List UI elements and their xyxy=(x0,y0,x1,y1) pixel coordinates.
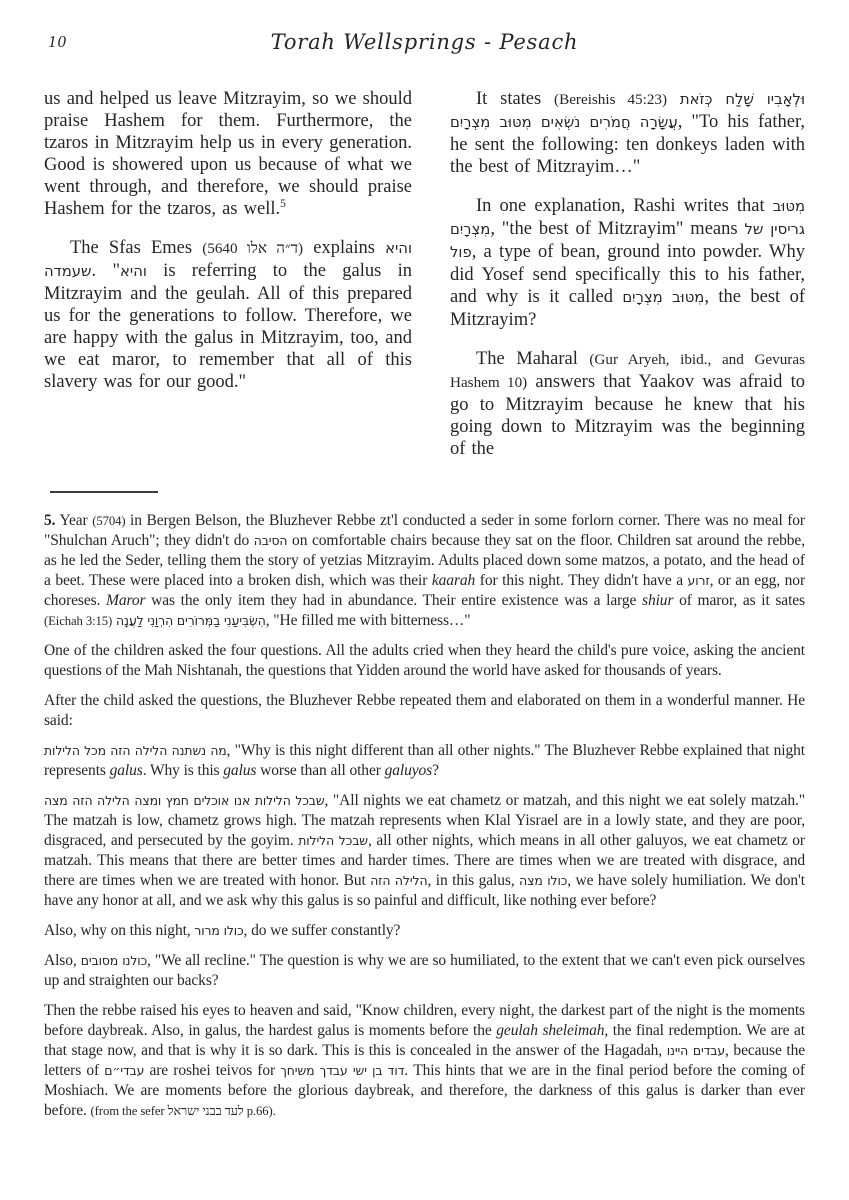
citation: (from the sefer לעד בבני ישראל p.66). xyxy=(90,1104,276,1118)
hebrew-text: הלילה הזה xyxy=(370,873,428,888)
citation: (Gur Aryeh, ibid., and Gevuras Hashem 10) xyxy=(450,351,805,391)
paragraph xyxy=(44,691,805,731)
hebrew-text: כולנו מסובים xyxy=(80,953,148,968)
footnote-text xyxy=(44,511,805,1121)
text-run: Also, why on this night, xyxy=(44,922,195,939)
italic-text: shiur xyxy=(642,592,674,609)
text-run: in Bergen Belson, the Bluzhever Rebbe zt'l conducted a seder in some forlorn corner. There was no meal for "Shulchan Aruch"; they didn't do xyxy=(44,512,805,549)
hebrew-text: מה נשתנה הלילה הזה מכל הלילות xyxy=(44,743,227,758)
text-run: , in this galus, xyxy=(427,872,520,889)
text-run: worse than all other xyxy=(256,762,385,779)
text-run: , "the best of Mitzrayim" means xyxy=(490,219,745,239)
paragraph xyxy=(44,641,805,681)
main-text xyxy=(44,88,805,477)
text-run: , we have solely humiliation. We don't have any honor at all, and we ask why this galus is so painful and difficult, like nothing ever before? xyxy=(44,872,805,909)
text-run: Year xyxy=(55,512,93,529)
text-run: , "We all recline." The question is why we are so humiliated, to the extent that we can't even pick ourselves up and straighten our backs? xyxy=(44,952,805,989)
page-title: Torah Wellsprings - Pesach xyxy=(270,30,579,54)
text-run: , do we suffer constantly? xyxy=(243,922,401,939)
hebrew-text: וּלְאָבִיו שָׁלַח כְּזֹאת עֲשָׂרָה חֲמֹרִים נֹשְׂאִים מִטּוּב מִצְרָיִם xyxy=(450,91,805,131)
hebrew-text: והיא שעמדה xyxy=(44,240,412,280)
text-run: is referring to the galus in Mitzrayim and the geulah. All of this prepared us for the generations to follow. Therefore, we are happy with the galus in Mitzrayim, too, and we eat maror, to remember that all of this slavery was for our good." xyxy=(44,261,412,392)
text-run: One of the children asked the four questions. All the adults cried when they heard the child's pure voice, asking the ancient questions of the Mah Nishtanah, the questions that Yidden around the world have asked for thousands of years. xyxy=(44,642,805,679)
text-run: for this night. They didn't have a xyxy=(475,572,688,589)
hebrew-text: מִטּוּב מִצְרָיִם xyxy=(450,198,805,238)
text-run: explains xyxy=(303,238,386,258)
text-run: of maror, as it sates xyxy=(673,592,805,609)
hebrew-text: כולו מצה xyxy=(519,873,568,888)
right-column xyxy=(450,88,805,477)
page-header xyxy=(44,30,805,60)
text-run: , the best of Mitzrayim? xyxy=(450,287,805,330)
hebrew-text: שבכל הלילות אנו אוכלים חמץ ומצה הלילה הזה מצה xyxy=(44,793,325,808)
text-run: The Maharal xyxy=(476,349,590,369)
text-run: , a type of bean, ground into powder. Why did Yosef send specifically this to his father, and why is it called xyxy=(450,242,805,307)
hebrew-text: שבכל הלילות xyxy=(298,833,368,848)
text-run: . " xyxy=(91,261,120,281)
paragraph xyxy=(44,951,805,991)
text-run: . This hints that we are in the final period before the coming of Moshiach. We are moments before the glorious daybreak, and therefore, the darkness of this galus is darker than ever before. xyxy=(44,1062,805,1119)
bold-text: 5. xyxy=(44,512,56,529)
text-run: answers that Yaakov was afraid to go to Mitzrayim because he knew that his going down to Mitzrayim was the beginning of the xyxy=(450,372,805,459)
text-run: , "He filled me with bitterness…" xyxy=(265,612,471,629)
paragraph xyxy=(450,348,805,460)
text-run: , "All nights we eat chametz or matzah, and this night we eat solely matzah." The matzah is low, chametz grows high. The matzah represents when Klal Yisrael are in a lowly state, and they are poor, disgraced, and persecuted by the goyim. xyxy=(44,792,805,849)
citation: (5704) xyxy=(92,514,126,528)
text-run: ? xyxy=(432,762,439,779)
text-run: , all other nights, which means in all other galuyos, we eat chametz or matzah. This means that there are better times and harder times. There are times when we are treated with disgrace, and there are times when we are treated with honor. But xyxy=(44,832,805,889)
italic-text: galus xyxy=(109,762,143,779)
hebrew-text: עבדי״ם xyxy=(104,1063,145,1078)
hebrew-text: דוד בן ישי עבדך משיחך xyxy=(280,1063,405,1078)
citation: (Eichah 3:15) xyxy=(44,614,113,628)
text-run xyxy=(667,89,680,109)
text-run: , "To his father, he sent the following: ten donkeys laden with the best of Mitzrayim…" xyxy=(450,112,806,177)
text-run: Also, xyxy=(44,952,81,969)
italic-text: galus xyxy=(223,762,257,779)
italic-text: Maror xyxy=(106,592,146,609)
text-run: After the child asked the questions, the Bluzhever Rebbe repeated them and elaborated on them in a wonderful manner. He said: xyxy=(44,692,805,729)
citation: (5640 ד״ה אלו) xyxy=(202,240,304,257)
text-run: , or an egg, nor choreses. xyxy=(44,572,806,609)
hebrew-text: הסיבה xyxy=(253,533,288,548)
page-number: 10 xyxy=(48,32,67,51)
hebrew-text: עבדים היינו xyxy=(666,1043,726,1058)
paragraph xyxy=(450,195,805,331)
italic-text: galuyos xyxy=(384,762,433,779)
footnote-reference: 5 xyxy=(280,197,286,210)
text-run: Then the rebbe raised his eyes to heaven and said, "Know children, every night, the darkest part of the night is the moments before daybreak. Also, in galus, the hardest galus is moments before the xyxy=(44,1002,805,1039)
text-run: , because the letters of xyxy=(44,1042,806,1079)
hebrew-text: הִשְׂבִּיעַנִי בַמְּרוֹרִים הִרְוַנִי לַעֲנָה xyxy=(115,613,266,628)
hebrew-text: זרוע xyxy=(687,573,710,588)
text-run: , the final redemption. We are at that stage now, and that is why it is so dark. This is this is concealed in the answer of the Hagadah, xyxy=(44,1022,805,1059)
text-run: . Why is this xyxy=(142,762,224,779)
text-run: , "Why is this night different than all other nights." The Bluzhever Rebbe explained that night represents xyxy=(44,742,805,779)
text-run: It states xyxy=(476,89,555,109)
paragraph xyxy=(44,237,412,393)
paragraph xyxy=(44,791,805,911)
text-run: was the only item they had in abundance. Their entire existence was a large xyxy=(145,592,643,609)
italic-text: geulah sheleimah xyxy=(496,1022,605,1039)
text-run: are roshei teivos for xyxy=(144,1062,281,1079)
paragraph xyxy=(450,88,805,178)
left-column xyxy=(44,88,412,477)
paragraph xyxy=(44,921,805,941)
paragraph xyxy=(44,741,805,781)
hebrew-text: גריסין של פול xyxy=(450,221,805,261)
footnote-separator xyxy=(50,491,158,493)
paragraph xyxy=(44,1001,805,1121)
hebrew-text: כולו מרור xyxy=(194,923,244,938)
text-run: on comfortable chairs because they sat on the floor. Children sat around the rebbe, as he led the Seder, telling them the story of yetzias Mitzrayim. Adults placed down some matzos, a potato, and the head of a beet. These were placed into a broken dish, which was their xyxy=(44,532,805,589)
paragraph xyxy=(44,511,805,631)
citation: (Bereishis 45:23) xyxy=(554,91,668,108)
paragraph xyxy=(44,88,412,220)
hebrew-text: מִטּוּב מִצְרָיִם xyxy=(622,289,705,306)
text-run: us and helped us leave Mitzrayim, so we should praise Hashem for them. Furthermore, the tzaros in Mitzrayim help us in every generation. Good is showered upon us because of what we went through, and therefore, we should praise Hashem for the tzaros, as well. xyxy=(44,89,412,219)
italic-text: kaarah xyxy=(431,572,476,589)
text-run: In one explanation, Rashi writes that xyxy=(476,196,773,216)
text-run: The Sfas Emes xyxy=(70,238,203,258)
footnote-section xyxy=(44,491,805,1121)
hebrew-text: והיא xyxy=(120,263,147,280)
